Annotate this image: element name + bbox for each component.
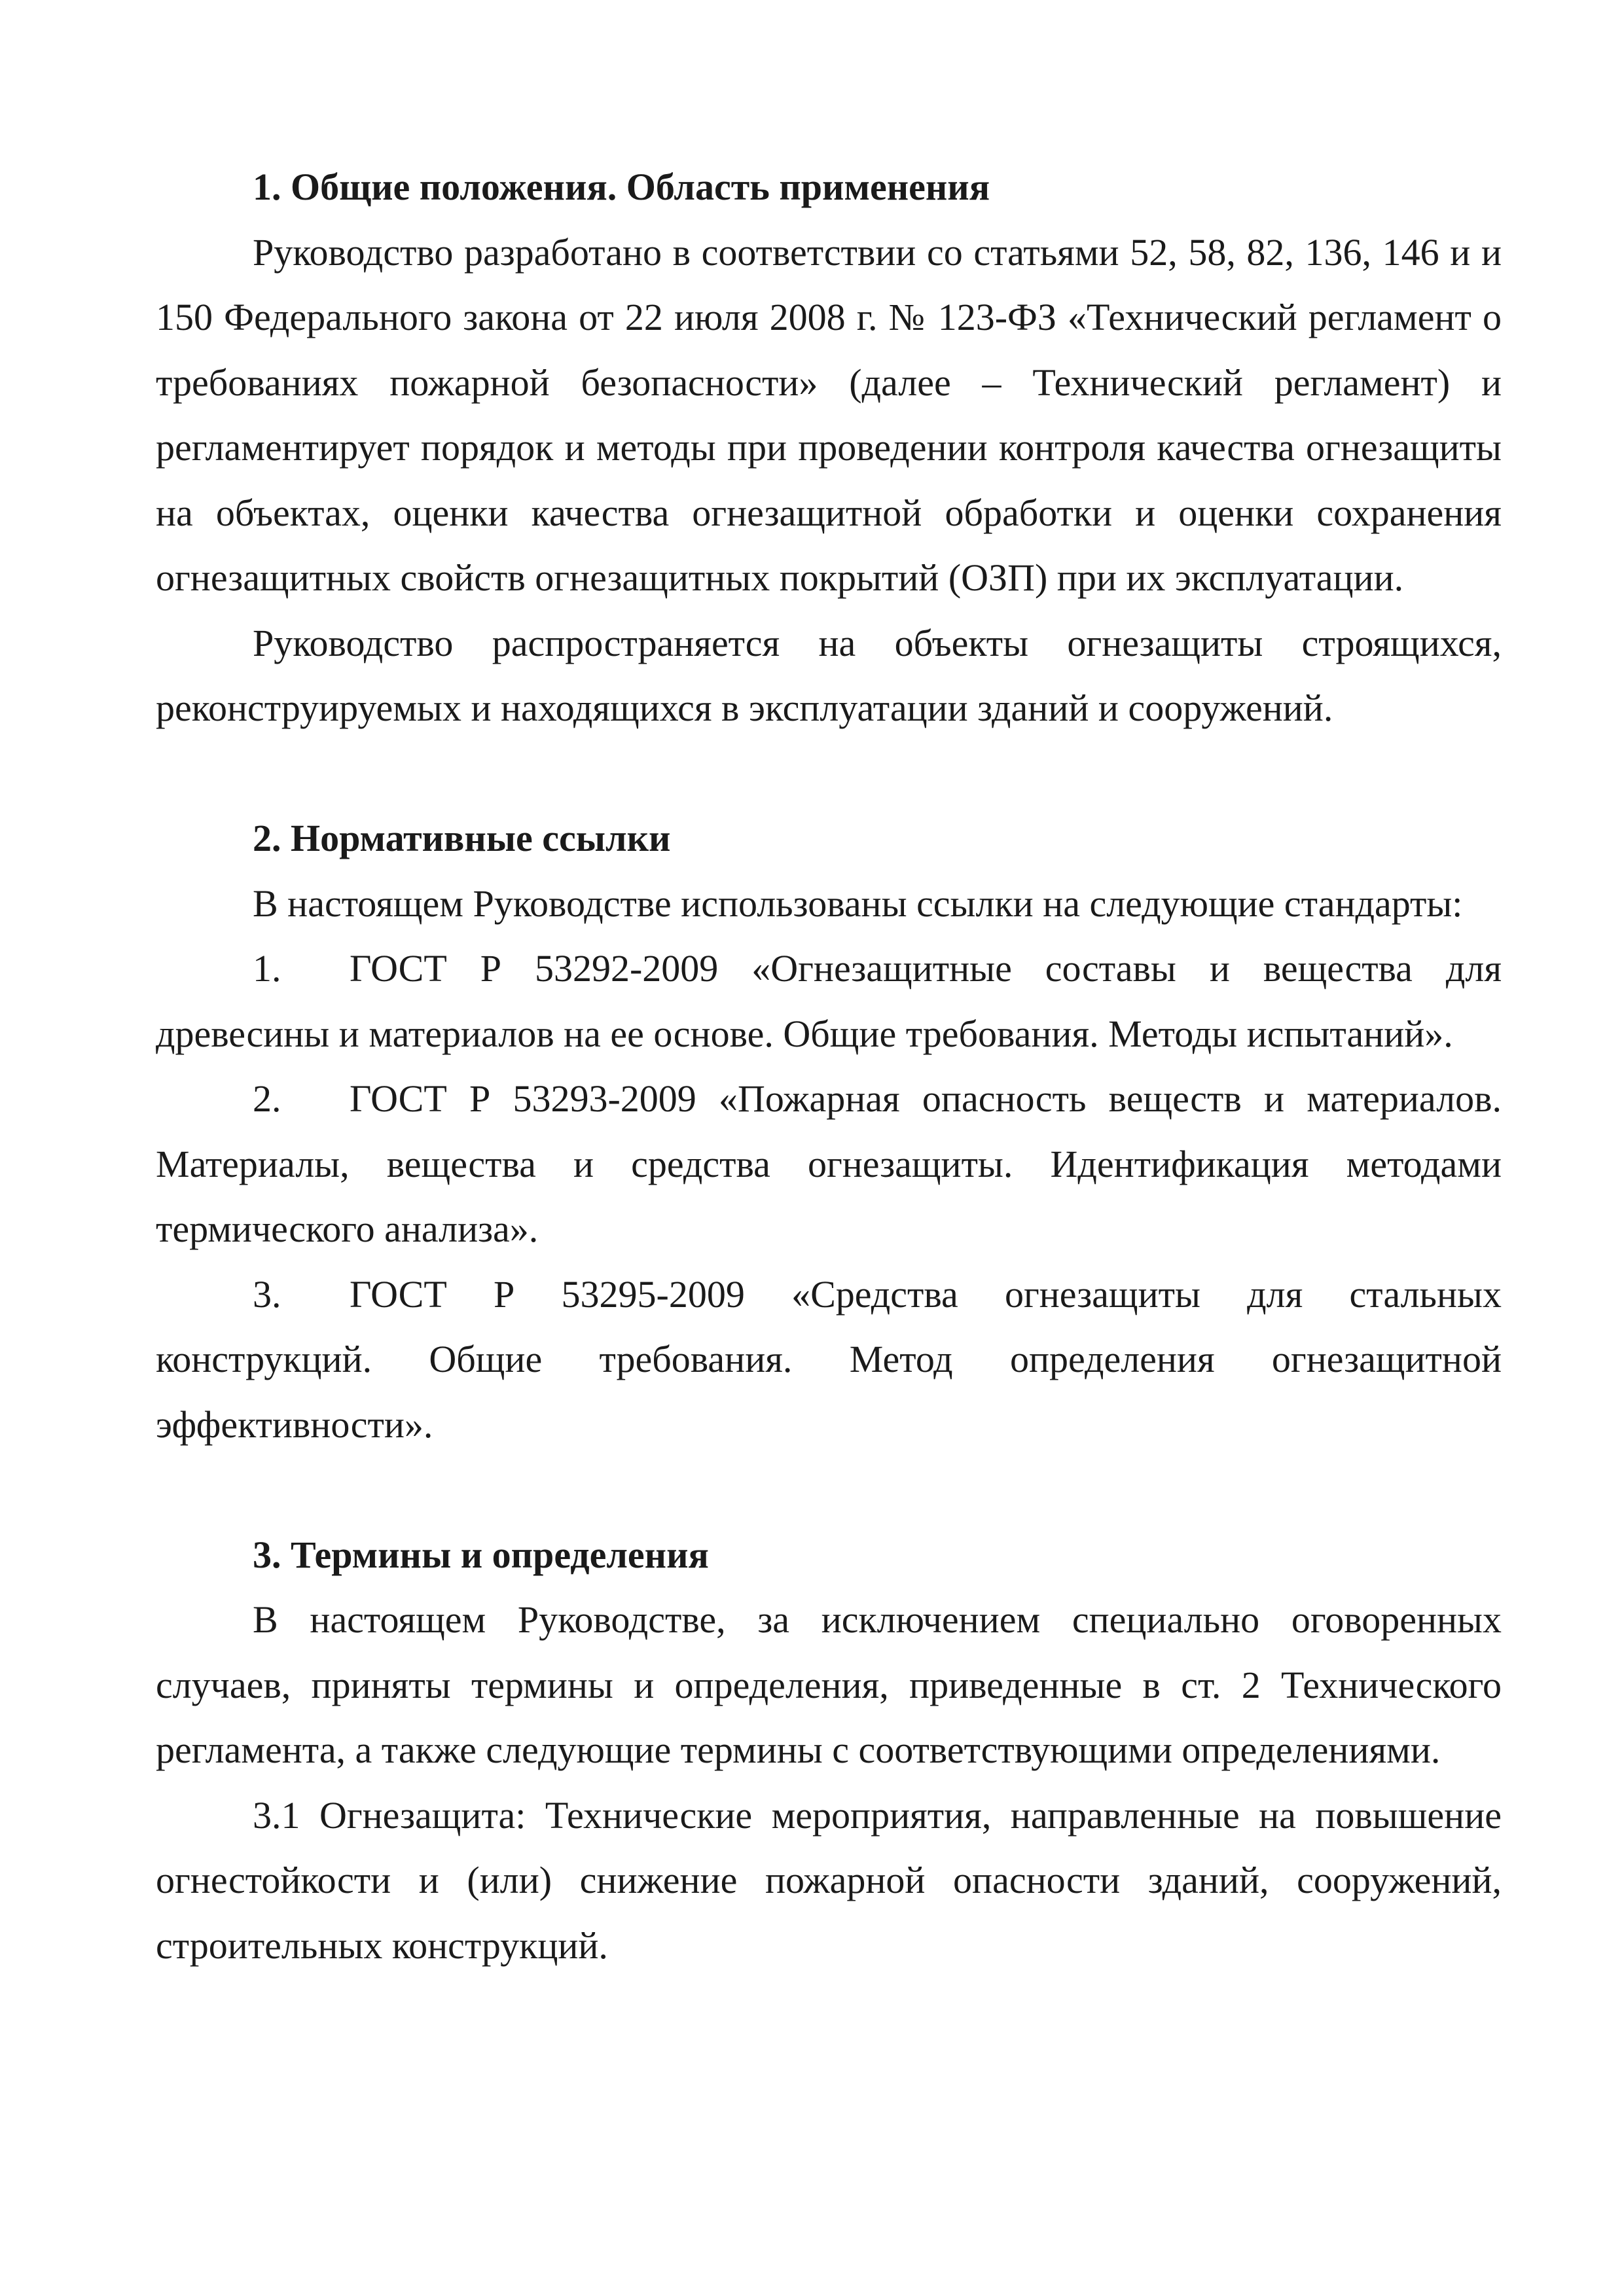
reference-text: ГОСТ Р 53292-2009 «Огнезащитные составы и вещества для древесины и материалов на ее основе. Общие требования. Методы испытаний». [156,947,1502,1055]
section-terms-definitions [156,1522,1502,1979]
paragraph: В настоящем Руководстве использованы ссылки на следующие стандарты: [253,882,1463,925]
section-heading: 2. Нормативные ссылки [253,817,671,859]
section-normative-references [156,806,1502,1457]
reference-number: 2. [253,1077,281,1120]
section-general-provisions [156,154,1502,741]
reference-item [156,1262,1502,1458]
document-page [156,154,1502,1978]
reference-text: ГОСТ Р 53295-2009 «Средства огнезащиты для стальных конструкций. Общие требования. Метод определения огнезащитной эффективности». [156,1272,1502,1446]
section-heading: 1. Общие положения. Область применения [253,166,990,208]
paragraph: В настоящем Руководстве, за исключением специально оговоренных случаев, приняты термины и определения, приведенные в ст. 2 Технического регламента, а также следующие термины с соответствующими определениями. [156,1598,1502,1771]
reference-number: 3. [253,1272,281,1316]
paragraph: Руководство разработано в соответствии со статьями 52, 58, 82, 136, 146 и и 150 Федерального закона от 22 июля 2008 г. № 123-ФЗ «Технический регламент о требованиях пожарной безопасности» (далее – Технический регламент) и регламентирует порядок и методы при проведении контроля качества огнезащиты на объектах, оценки качества огнезащитной обработки и оценки сохранения огнезащитных свойств огнезащитных покрытий (ОЗП) при их эксплуатации. [156,230,1502,599]
paragraph: Руководство распространяется на объекты огнезащиты строящихся, реконструируемых и находящихся в эксплуатации зданий и сооружений. [156,621,1502,729]
reference-item [156,1066,1502,1262]
reference-number: 1. [253,947,281,990]
section-heading: 3. Термины и определения [253,1533,709,1576]
paragraph: 3.1 Огнезащита: Технические мероприятия, направленные на повышение огнестойкости и (или) снижение пожарной опасности зданий, сооружений, строительных конструкций. [156,1793,1502,1967]
reference-text: ГОСТ Р 53293-2009 «Пожарная опасность веществ и материалов. Материалы, вещества и средства огнезащиты. Идентификация методами термического анализа». [156,1077,1502,1250]
reference-item [156,936,1502,1066]
